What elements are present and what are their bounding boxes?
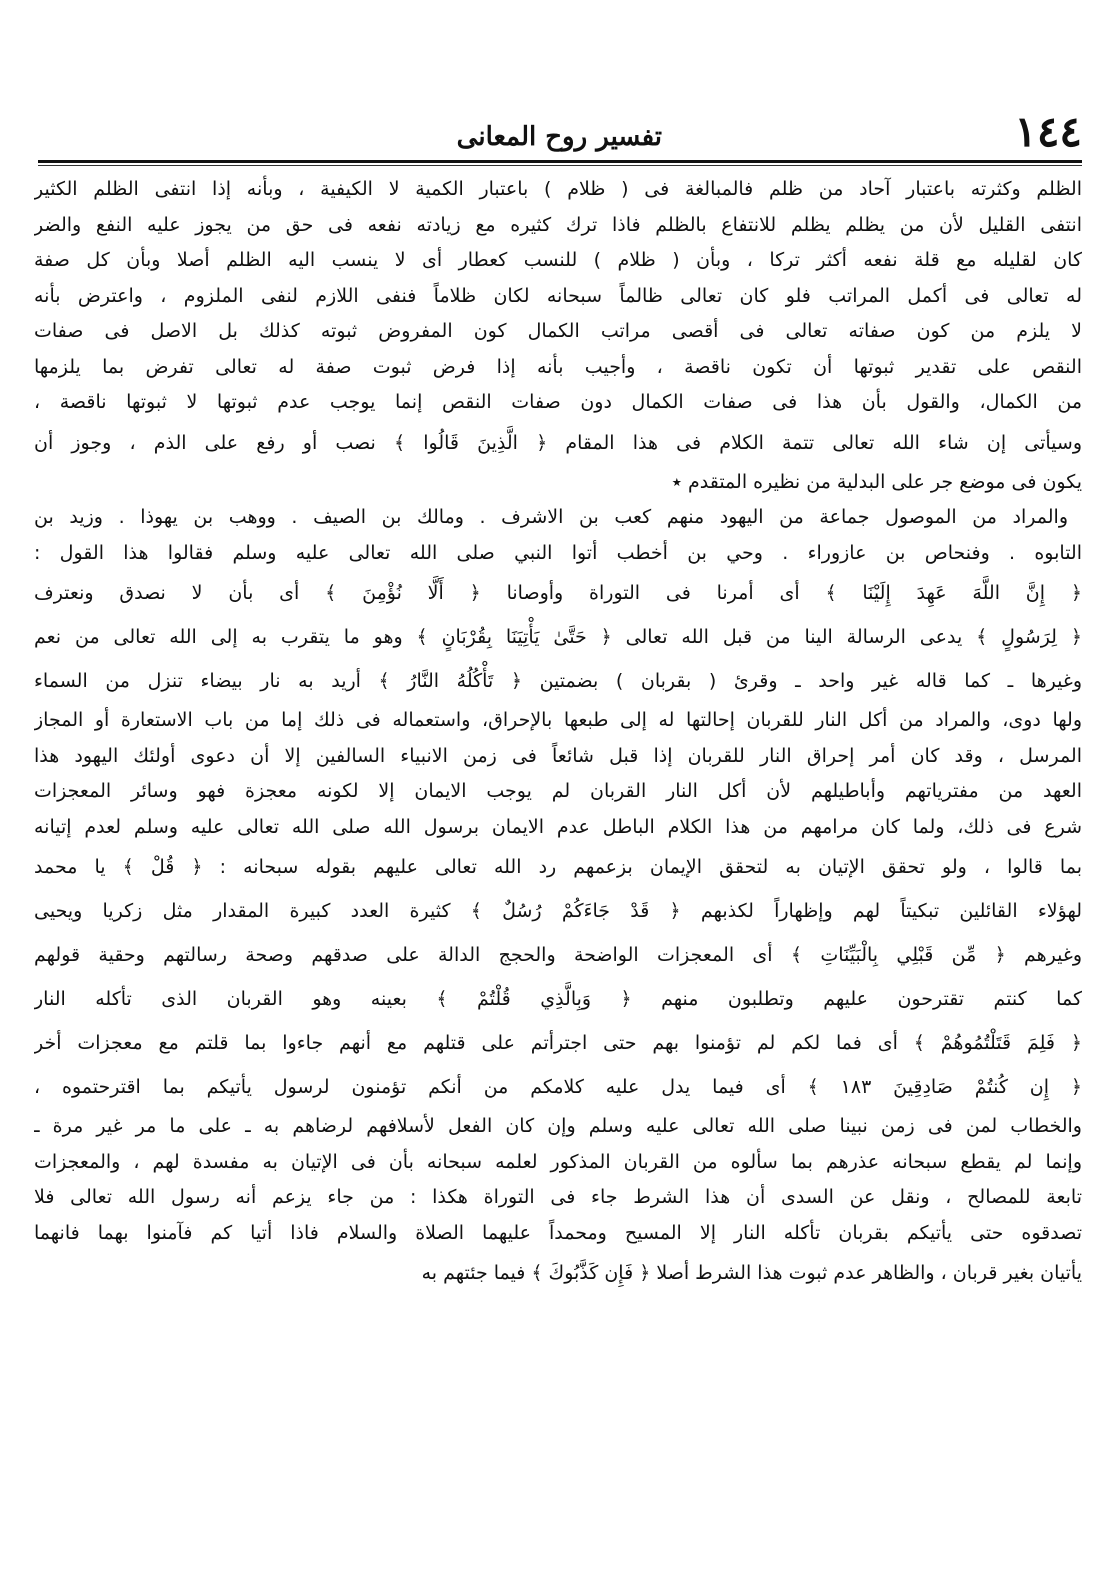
text-line-23: ﴿ فَلِمَ قَتَلْتُمُوهُمْ ﴾ أى فما لكم لم تؤمنوا بهم حتى اجترأتم على قتلهم مع أنهم جاءوا بما قلتم مع معجزات أخر <box>34 1032 1082 1054</box>
text-line-10: والمراد من الموصول جماعة من اليهود منهم كعب بن الاشرف . ومالك بن الصيف . ووهب بن يهوذا . وزيد بن <box>34 506 1068 528</box>
text-line-2: انتفى القليل لأن من يظلم يظلم للانتفاع بالظلم فاذا ترك كثيره مع زيادته نفعه فى حق من يجوز عليه النفع والضر <box>34 213 1082 236</box>
body-text <box>34 172 1082 1295</box>
text-line-11: التابوه . وفنحاص بن عازوراء . وحي بن أخطب أتوا النبي صلى الله تعالى عليه وسلم فقالوا هذا القول : <box>34 541 1082 564</box>
page-number: ١٤٤ <box>1014 107 1082 156</box>
text-line-28: تصدقوه حتى يأتيكم بقربان تأكله النار إلا المسيح ومحمداً عليهما الصلاة والسلام فاذا أتيا كم فآمنوا بهما فانهما <box>34 1221 1082 1244</box>
text-line-1: الظلم وكثرته باعتبار آحاد من ظلم فالمبالغة فى ( ظلام ) باعتبار الكمية لا الكيفية ، وبأنه إذا انتفى الظلم الكثير <box>34 178 1082 200</box>
text-line-20: لهؤلاء القائلين تبكيتاً لهم وإظهاراً لكذبهم ﴿ قَدْ جَاءَكُمْ رُسُلٌ ﴾ كثيرة العدد كبيرة المقدار مثل زكريا ويحيى <box>34 900 1082 922</box>
text-line-18: شرع فى ذلك، ولما كان مرامهم من هذا الكلام الباطل عدم الايمان برسول الله صلى الله تعالى عليه وسلم لعدم إتيانه <box>34 815 1082 838</box>
text-line-4: له تعالى فى أكمل المراتب فلو كان تعالى ظالماً سبحانه لكان ظلاماً فنفى اللازم لنفى الملزوم ، واعترض بأنه <box>34 284 1082 307</box>
text-line-9: يكون فى موضع جر على البدلية من نظيره المتقدم ٭ <box>671 470 1082 493</box>
text-line-3: كان لقليله مع قلة نفعه أكثر تركا ، وبأن ( ظلام ) للنسب كعطار أى لا ينسب اليه الظلم أصلا وبأن كل صفة <box>34 249 1082 271</box>
text-line-24: ﴿ إِن كُنتُمْ صَادِقِينَ ١٨٣ ﴾ أى فيما يدل عليه كلامكم من أنكم تؤمنون لرسول يأتيكم بما اقترحتموه ، <box>34 1076 1082 1098</box>
text-line-22: كما كنتم تقترحون عليهم وتطلبون منهم ﴿ وَبِالَّذِي قُلْتُمْ ﴾ بعينه وهو القربان الذى تأكله النار <box>34 988 1082 1010</box>
text-line-16: المرسل ، وقد كان أمر إحراق النار للقربان إذا قبل شائعاً فى زمن الانبياء السالفين إلا أن دعوى أولئك اليهود هذا <box>34 744 1082 767</box>
text-line-17: العهد من مفترياتهم وأباطيلهم لأن أكل النار القربان لم يوجب الايمان إلا لكونه معجزة فهو وسائر المعجزات <box>34 780 1082 802</box>
text-line-26: وإنما لم يقطع سبحانه عذرهم بما سألوه من القربان المذكور لعلمه سبحانه بأن فى الإتيان به مفسدة لهم ، والمعجزات <box>34 1150 1082 1173</box>
text-line-14: وغيرها ـ كما قاله غير واحد ـ وقرئ ( بقربان ) بضمتين ﴿ تَأْكُلُهُ النَّارُ ﴾ أريد به نار بيضاء تنزل من السماء <box>34 670 1082 692</box>
text-line-25: والخطاب لمن فى زمن نبينا صلى الله تعالى عليه وسلم وإن كان الفعل لأسلافهم لرضاهم به ـ على ما مر غير مرة ـ <box>34 1115 1082 1137</box>
text-line-19: بما قالوا ، ولو تحقق الإتيان به لتحقق الإيمان بزعمهم رد الله تعالى عليهم بقوله سبحانه : ﴿ قُلْ ﴾ يا محمد <box>34 856 1082 878</box>
header-rule-thin <box>38 165 1082 166</box>
text-line-6: النقص على تقدير ثبوتها أن تكون ناقصة ، وأجيب بأنه إذا فرض ثبوت صفة له تعالى تفرض بما يلزمها <box>34 355 1082 378</box>
page <box>34 92 1082 1562</box>
page-header <box>34 92 1082 158</box>
text-line-12: ﴿ إِنَّ اللَّهَ عَهِدَ إِلَيْنَا ﴾ أى أمرنا فى التوراة وأوصانا ﴿ أَلَّا نُؤْمِنَ ﴾ أى بأن لا نصدق ونعترف <box>34 582 1082 604</box>
text-line-5: لا يلزم من كون صفاته تعالى فى أقصى مراتب الكمال كون المفروض ثبوته كذلك بل الاصل فى صفات <box>34 320 1082 342</box>
text-line-7: من الكمال، والقول بأن هذا فى صفات الكمال دون صفات النقص إنما يوجب عدم ثبوتها لا ثبوتها ناقصة ، <box>34 391 1082 413</box>
text-line-27: تابعة للمصالح ، ونقل عن السدى أن هذا الشرط جاء فى التوراة هكذا : من جاء يزعم أنه رسول الله تعالى فلا <box>34 1186 1082 1208</box>
text-line-13: ﴿ لِرَسُولٍ ﴾ يدعى الرسالة الينا من قبل الله تعالى ﴿ حَتَّىٰ يَأْتِيَنَا بِقُرْبَانٍ ﴾ وهو ما يتقرب به إلى الله تعالى من نعم <box>34 626 1082 648</box>
text-line-29: يأتيان بغير قربان ، والظاهر عدم ثبوت هذا الشرط أصلا ﴿ فَإِن كَذَّبُوكَ ﴾ فيما جئتهم به <box>421 1262 1082 1284</box>
text-line-8: وسيأتى إن شاء الله تعالى تتمة الكلام فى هذا المقام ﴿ الَّذِينَ قَالُوا ﴾ نصب أو رفع على الذم ، وجوز أن <box>34 431 1082 454</box>
text-line-15: ولها دوى، والمراد من أكل النار للقربان إحالتها له إلى طبعها بالإحراق، واستعماله فى ذلك إما من باب الاستعارة أو المجاز <box>34 709 1082 731</box>
header-rule <box>38 160 1082 163</box>
running-title: تفسير روح المعانى <box>456 122 662 152</box>
text-line-21: وغيرهم ﴿ مِّن قَبْلِي بِالْبَيِّنَاتِ ﴾ أى المعجزات الواضحة والحجج الدالة على صدقهم وصحة رسالتهم وحقية قولهم <box>34 944 1082 966</box>
